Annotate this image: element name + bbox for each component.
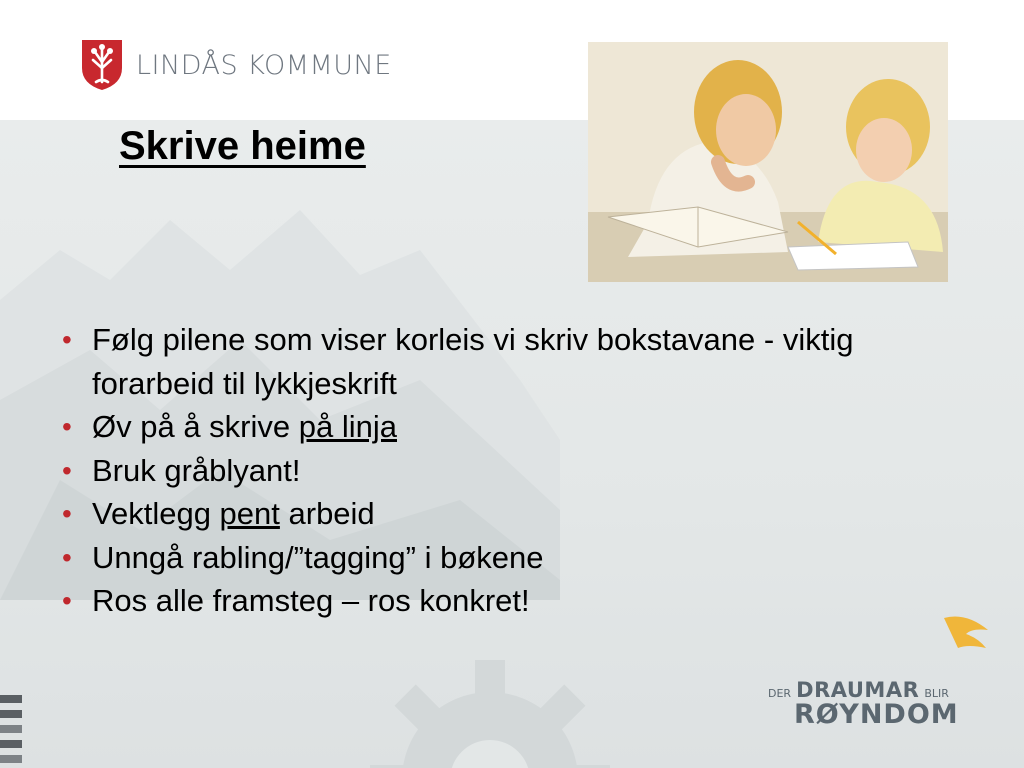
photo-mother-daughter-reading [588,42,948,282]
underlined-text: på linja [298,409,397,444]
sun-icon [906,608,990,682]
bullet-item: • Bruk gråblyant! [62,449,962,493]
bullet-item: • Unngå rabling/”tagging” i bøkene [62,536,962,580]
bullet-item: • Ros alle framsteg – ros konkret! [62,579,962,623]
gear-watermark [370,660,610,768]
municipality-logo [80,38,392,92]
slogan-line-1: DER DRAUMAR BLIR [768,678,949,702]
bullet-item: • Følg pilene som viser korleis vi skriv bokstavane - viktig forarbeid til lykkjeskrift [62,318,962,405]
coat-of-arms-icon [80,38,124,92]
bullet-list [62,318,962,623]
underlined-text: pent [219,496,280,531]
photo-illustration [588,42,948,282]
bullet-item: • Vektlegg pent arbeid [62,492,962,536]
stripe-decoration [0,695,22,768]
slide-title: Skrive heime [119,124,366,168]
draumar-logo [768,608,990,736]
bullet-item: • Øv på å skrive på linja [62,405,962,449]
slogan-line-2: RØYNDOM [794,699,959,730]
municipality-name: LINDÅS KOMMUNE [136,49,392,81]
